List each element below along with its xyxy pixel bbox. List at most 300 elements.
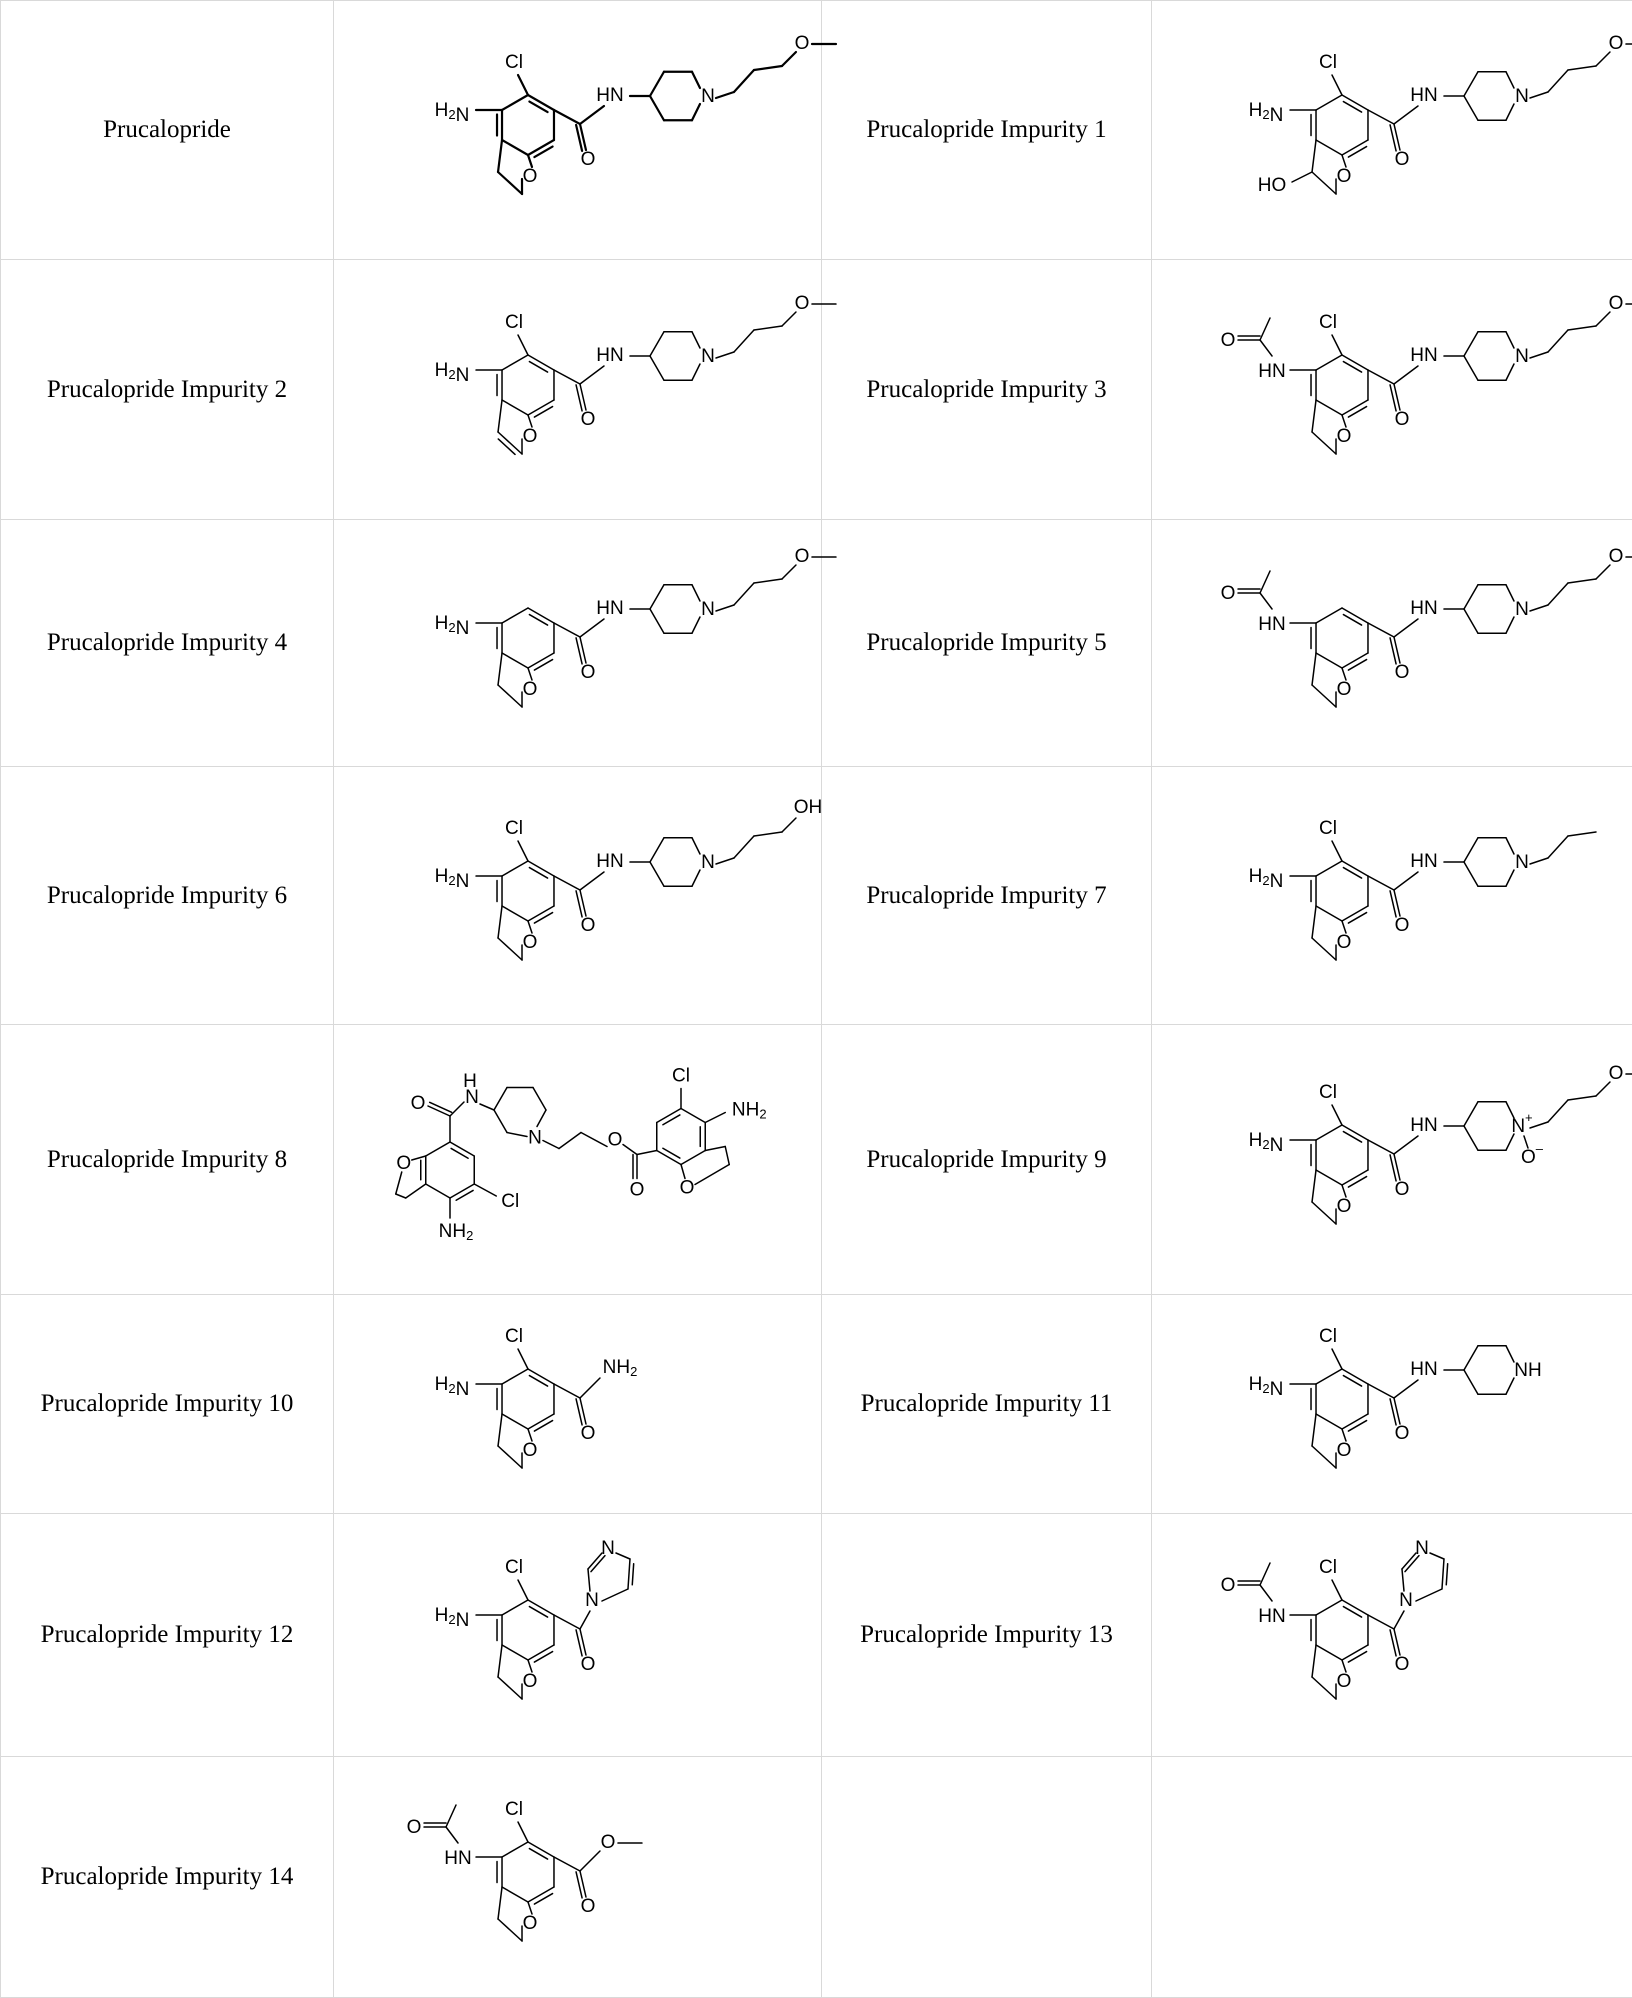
structure-impurity-5	[1152, 520, 1632, 767]
atom-label: O	[1608, 292, 1624, 314]
atom-label: O	[794, 546, 809, 568]
bond	[529, 1376, 547, 1387]
bond	[425, 1184, 449, 1198]
bond	[649, 72, 663, 96]
atom-label: Cl	[504, 817, 523, 839]
bond	[579, 1611, 589, 1629]
bond	[691, 331, 699, 347]
atom-label: O	[580, 914, 595, 936]
structure-prucalopride	[334, 1, 822, 260]
bond	[1312, 906, 1316, 938]
atom-label: $H_2N$	[434, 359, 469, 386]
bond	[1394, 1380, 1418, 1398]
bond	[649, 331, 663, 355]
bond	[1368, 623, 1394, 637]
bond	[1332, 841, 1342, 861]
structure-impurity-6	[334, 767, 822, 1025]
bond	[395, 1172, 401, 1194]
atom-label: $H_2N$	[1248, 1374, 1284, 1401]
atom-label: O	[522, 1913, 537, 1935]
atom-label: O	[522, 1440, 537, 1462]
bond	[1394, 106, 1418, 124]
atom-label: N	[1515, 599, 1529, 621]
atom-label: O	[1608, 546, 1624, 568]
prucalopride-structure-drawing	[378, 30, 809, 230]
bond	[1464, 356, 1478, 380]
atom-label: N	[1415, 1538, 1429, 1560]
bond	[553, 876, 579, 890]
table-row	[1, 520, 1632, 767]
bond	[529, 867, 547, 878]
bond	[502, 400, 528, 415]
impurity-10-structure-drawing	[378, 1304, 778, 1504]
bond	[1292, 172, 1312, 182]
bond	[1312, 432, 1336, 454]
atom-label: Cl	[504, 1326, 523, 1348]
impurity-14-structure-drawing	[378, 1777, 778, 1977]
bond	[502, 1645, 528, 1660]
bond	[507, 1132, 527, 1136]
bond	[1343, 867, 1361, 878]
bond	[1530, 858, 1548, 864]
atom-label: O	[580, 662, 595, 684]
bond	[559, 1132, 581, 1148]
atom-label: Cl	[504, 1799, 523, 1821]
bond	[781, 312, 795, 326]
compound-name: Prucalopride Impurity 10	[1, 1295, 334, 1514]
bond	[1316, 140, 1342, 155]
atom-label: O	[1336, 1671, 1352, 1693]
bond	[502, 355, 528, 370]
impurity-6-structure-drawing	[378, 796, 822, 996]
bond	[553, 110, 579, 124]
atom-label: O	[580, 408, 595, 430]
atom-label: O	[1394, 1178, 1410, 1200]
bond	[1596, 565, 1610, 579]
bond	[502, 1369, 528, 1384]
bond	[1464, 72, 1478, 96]
atom-label: $H_2N$	[1248, 100, 1284, 127]
atom-label: $NH_2$	[731, 1099, 767, 1122]
bond	[498, 438, 515, 453]
empty-cell	[1152, 1757, 1632, 1998]
bond	[1312, 1677, 1336, 1699]
bond	[1464, 331, 1478, 355]
bond	[1332, 1580, 1342, 1600]
bond	[1506, 1378, 1514, 1394]
atom-label: $NH_2$	[602, 1357, 637, 1380]
bond	[1348, 147, 1366, 158]
bond	[553, 370, 579, 384]
bond	[1312, 1414, 1316, 1446]
impurity-11-structure-drawing	[1192, 1304, 1592, 1504]
bond	[1348, 1176, 1366, 1187]
bond	[450, 1102, 464, 1116]
atom-label: OH	[793, 796, 822, 818]
structure-impurity-1	[1152, 1, 1632, 260]
structure-impurity-7	[1152, 767, 1632, 1025]
bond	[691, 617, 699, 633]
bond	[725, 1146, 729, 1164]
bond	[1394, 619, 1418, 637]
atom-label: O	[1394, 1654, 1410, 1676]
atom-label: HN	[1410, 598, 1438, 620]
bond	[627, 1559, 629, 1589]
bond	[615, 1553, 629, 1559]
bond	[715, 352, 733, 358]
bond	[681, 1150, 705, 1164]
bond	[579, 366, 603, 384]
impurity-7-structure-drawing	[1192, 796, 1592, 996]
bond	[1394, 1136, 1418, 1154]
bond	[1312, 1202, 1336, 1224]
bond	[1506, 837, 1514, 853]
atom-label: HN	[595, 598, 624, 620]
bond	[1464, 1370, 1478, 1394]
bond	[1368, 110, 1394, 124]
atom-label: O	[629, 1179, 644, 1201]
bond	[1368, 1140, 1394, 1154]
bond	[1430, 1553, 1444, 1559]
bond	[733, 70, 753, 92]
bond	[502, 608, 528, 623]
bond	[553, 1857, 579, 1871]
bond	[498, 1677, 522, 1699]
bond	[691, 837, 699, 853]
atom-label: O	[522, 679, 537, 701]
atom-label: O	[1394, 149, 1410, 171]
atom-label: O	[794, 292, 809, 314]
structure-impurity-2	[334, 260, 822, 520]
bond	[502, 906, 528, 921]
bond	[502, 1600, 528, 1615]
atom-label: H	[462, 1070, 477, 1092]
bond	[632, 1564, 633, 1585]
bond	[1464, 837, 1478, 861]
atom-label: $H_2N$	[434, 613, 469, 640]
bond	[534, 406, 552, 417]
bond	[1332, 1105, 1342, 1125]
structure-impurity-12	[334, 1514, 822, 1757]
bond	[411, 1156, 425, 1160]
atom-label: $H_2N$	[434, 865, 469, 892]
bond	[691, 364, 699, 380]
bond	[529, 1849, 547, 1860]
bond	[498, 653, 502, 685]
bond	[1464, 609, 1478, 633]
bond	[502, 1414, 528, 1429]
structure-impurity-13	[1152, 1514, 1632, 1757]
bond	[1596, 312, 1610, 326]
atom-label: O	[1220, 583, 1236, 605]
atom-label: N+	[1511, 1109, 1533, 1137]
atom-label: N	[700, 345, 715, 367]
bond	[1312, 400, 1316, 432]
bond	[534, 1652, 552, 1663]
atom-label: O	[794, 33, 809, 55]
atom-label: HO	[1257, 175, 1287, 197]
bond	[1316, 1414, 1342, 1429]
bond	[1316, 1125, 1342, 1140]
atom-label: O	[600, 1832, 615, 1854]
bond	[662, 1148, 679, 1158]
bond	[1530, 92, 1548, 98]
atom-label: $H_2N$	[434, 100, 469, 127]
bond	[1332, 335, 1342, 355]
table-row	[1, 1, 1632, 260]
atom-label: $H_2N$	[1248, 1129, 1284, 1156]
bond	[498, 938, 522, 960]
structure-impurity-14	[334, 1757, 822, 1998]
compound-name: Prucalopride Impurity 14	[1, 1757, 334, 1998]
atom-label: HN	[1410, 1114, 1438, 1136]
bond	[474, 1184, 496, 1196]
atom-label: $NH_2$	[438, 1220, 473, 1243]
bond	[691, 72, 699, 88]
bond	[1530, 1122, 1548, 1128]
bond	[649, 609, 663, 633]
bond	[451, 1148, 468, 1158]
bond	[1316, 1369, 1342, 1384]
atom-label: Cl	[1319, 817, 1337, 839]
bond	[781, 818, 795, 832]
bond	[1343, 361, 1361, 372]
atom-label: O	[522, 1671, 537, 1693]
bond	[1568, 66, 1596, 70]
atom-label: HN	[1410, 850, 1438, 872]
impurity-1-structure-drawing	[1192, 30, 1624, 230]
bond	[656, 1108, 680, 1122]
atom-label: Cl	[1319, 1557, 1337, 1579]
atom-label: $H_2N$	[434, 1605, 469, 1632]
bond	[1343, 102, 1361, 113]
atom-label: Cl	[1319, 1081, 1337, 1103]
bond	[1596, 1082, 1610, 1096]
bond	[518, 75, 528, 95]
bond	[1568, 326, 1596, 330]
compound-name: Prucalopride Impurity 4	[1, 520, 334, 767]
atom-label: $H_2N$	[434, 1374, 469, 1401]
bond	[1343, 615, 1361, 626]
bond	[502, 140, 528, 155]
atom-label: O	[1608, 1062, 1624, 1084]
atom-label: O	[1336, 1195, 1352, 1217]
bond	[715, 605, 733, 611]
bond	[1402, 1569, 1404, 1591]
bond	[1312, 653, 1316, 685]
atom-label: Cl	[1319, 52, 1337, 74]
bond	[1332, 1349, 1342, 1369]
bond	[518, 335, 528, 355]
bond	[502, 95, 528, 110]
structure-impurity-11	[1152, 1295, 1632, 1514]
atom-label: O	[1608, 33, 1624, 55]
bond	[529, 1607, 547, 1618]
bond	[662, 1114, 679, 1124]
table-row	[1, 260, 1632, 520]
bond	[1316, 906, 1342, 921]
bond	[1260, 1585, 1272, 1601]
bond	[1548, 70, 1568, 92]
table-row	[1, 1295, 1632, 1514]
atom-label: O	[679, 1177, 694, 1199]
bond	[518, 841, 528, 861]
bond	[498, 1414, 502, 1446]
bond	[1530, 605, 1548, 611]
bond	[446, 1805, 456, 1827]
bond	[1332, 75, 1342, 95]
structure-impurity-3	[1152, 260, 1632, 520]
bond	[1312, 140, 1316, 172]
atom-label: O	[406, 1817, 421, 1839]
atom-label: O	[410, 1092, 425, 1114]
bond	[1548, 836, 1568, 858]
bond	[579, 1851, 599, 1871]
impurity-8-structure-drawing	[358, 1060, 798, 1260]
structure-impurity-4	[334, 520, 822, 767]
compound-name: Prucalopride Impurity 3	[822, 260, 1152, 520]
bond	[1260, 318, 1270, 340]
bond	[1394, 1611, 1404, 1629]
compound-name: Prucalopride	[1, 1, 334, 260]
bond	[1568, 1096, 1596, 1100]
bond	[691, 870, 699, 886]
bond	[534, 1894, 552, 1905]
bond	[649, 96, 663, 120]
compound-name: Prucalopride Impurity 9	[822, 1025, 1152, 1295]
bond	[581, 1132, 607, 1146]
atom-label: HN	[595, 344, 624, 366]
atom-label: O	[580, 1423, 595, 1445]
bond	[1506, 1346, 1514, 1362]
bond	[1506, 585, 1514, 601]
bond	[534, 147, 552, 158]
impurity-2-structure-drawing	[378, 290, 809, 490]
atom-label: HN	[1258, 1606, 1286, 1628]
bond	[1316, 355, 1342, 370]
bond	[502, 1887, 528, 1902]
bond	[579, 872, 603, 890]
atom-label: O	[522, 425, 537, 447]
bond	[534, 912, 552, 923]
bond	[553, 623, 579, 637]
atom-label: O–	[1520, 1140, 1543, 1168]
bond	[498, 1446, 522, 1468]
bond	[553, 1384, 579, 1398]
bond	[502, 861, 528, 876]
bond	[553, 1615, 579, 1629]
bond	[1446, 1564, 1447, 1585]
bond	[534, 660, 552, 671]
atom-label: HN	[1410, 1359, 1438, 1381]
compound-name: Prucalopride Impurity 1	[822, 1, 1152, 260]
bond	[498, 140, 502, 172]
bond	[1568, 832, 1596, 836]
bond	[1260, 571, 1270, 593]
bond	[1506, 617, 1514, 633]
atom-label: HN	[1258, 360, 1286, 382]
bond	[502, 653, 528, 668]
atom-label: N	[464, 1086, 479, 1108]
bond	[587, 1569, 589, 1591]
bond	[518, 1822, 528, 1842]
bond	[705, 1112, 725, 1122]
bond	[456, 1190, 473, 1200]
impurity-4-structure-drawing	[378, 543, 809, 743]
bond	[405, 1184, 425, 1198]
bond	[1464, 1126, 1478, 1150]
bond	[1316, 1645, 1342, 1660]
bond	[733, 330, 753, 352]
bond	[1506, 72, 1514, 88]
bond	[1506, 104, 1514, 120]
atom-label: N	[527, 1127, 542, 1149]
atom-label: O	[1394, 662, 1410, 684]
atom-label: O	[607, 1129, 622, 1151]
atom-label: NH	[1514, 1360, 1542, 1382]
atom-label: N	[1515, 345, 1529, 367]
bond	[1548, 1100, 1568, 1122]
bond	[733, 836, 753, 858]
bond	[601, 1589, 627, 1601]
impurity-12-structure-drawing	[378, 1535, 778, 1735]
bond	[1506, 364, 1514, 380]
bond	[753, 579, 781, 583]
bond	[1343, 1376, 1361, 1387]
atom-label: N	[700, 851, 715, 873]
table-row	[1, 1025, 1632, 1295]
bond	[681, 1164, 685, 1178]
bond	[1416, 1589, 1442, 1601]
atom-label: N	[1399, 1590, 1413, 1612]
bond	[1506, 870, 1514, 886]
bond	[1343, 1607, 1361, 1618]
bond	[637, 1150, 657, 1154]
bond	[1464, 96, 1478, 120]
atom-label: O	[580, 1896, 595, 1918]
compound-name: Prucalopride Impurity 7	[822, 767, 1152, 1025]
bond	[781, 565, 795, 579]
structure-impurity-9	[1152, 1025, 1632, 1295]
bond	[1312, 938, 1336, 960]
bond	[1442, 1559, 1444, 1589]
bond	[1260, 593, 1272, 609]
bond	[529, 361, 547, 372]
bond	[480, 1104, 494, 1110]
table-row	[1, 1757, 1632, 1998]
atom-label: O	[395, 1152, 411, 1174]
bond	[450, 1184, 474, 1198]
bond	[498, 906, 502, 938]
bond	[649, 862, 663, 886]
atom-label: Cl	[504, 311, 523, 333]
bond	[691, 585, 699, 601]
bond	[656, 1150, 680, 1164]
bond	[1316, 653, 1342, 668]
atom-label: Cl	[500, 1190, 519, 1212]
bond	[579, 1378, 599, 1398]
bond	[715, 858, 733, 864]
bond	[502, 1842, 528, 1857]
bond	[1568, 579, 1596, 583]
bond	[753, 832, 781, 836]
bond	[428, 1106, 450, 1116]
atom-label: $H_2N$	[1248, 865, 1284, 892]
bond	[753, 66, 781, 70]
atom-label: N	[700, 86, 715, 108]
bond	[1464, 585, 1478, 609]
bond	[681, 1108, 705, 1122]
